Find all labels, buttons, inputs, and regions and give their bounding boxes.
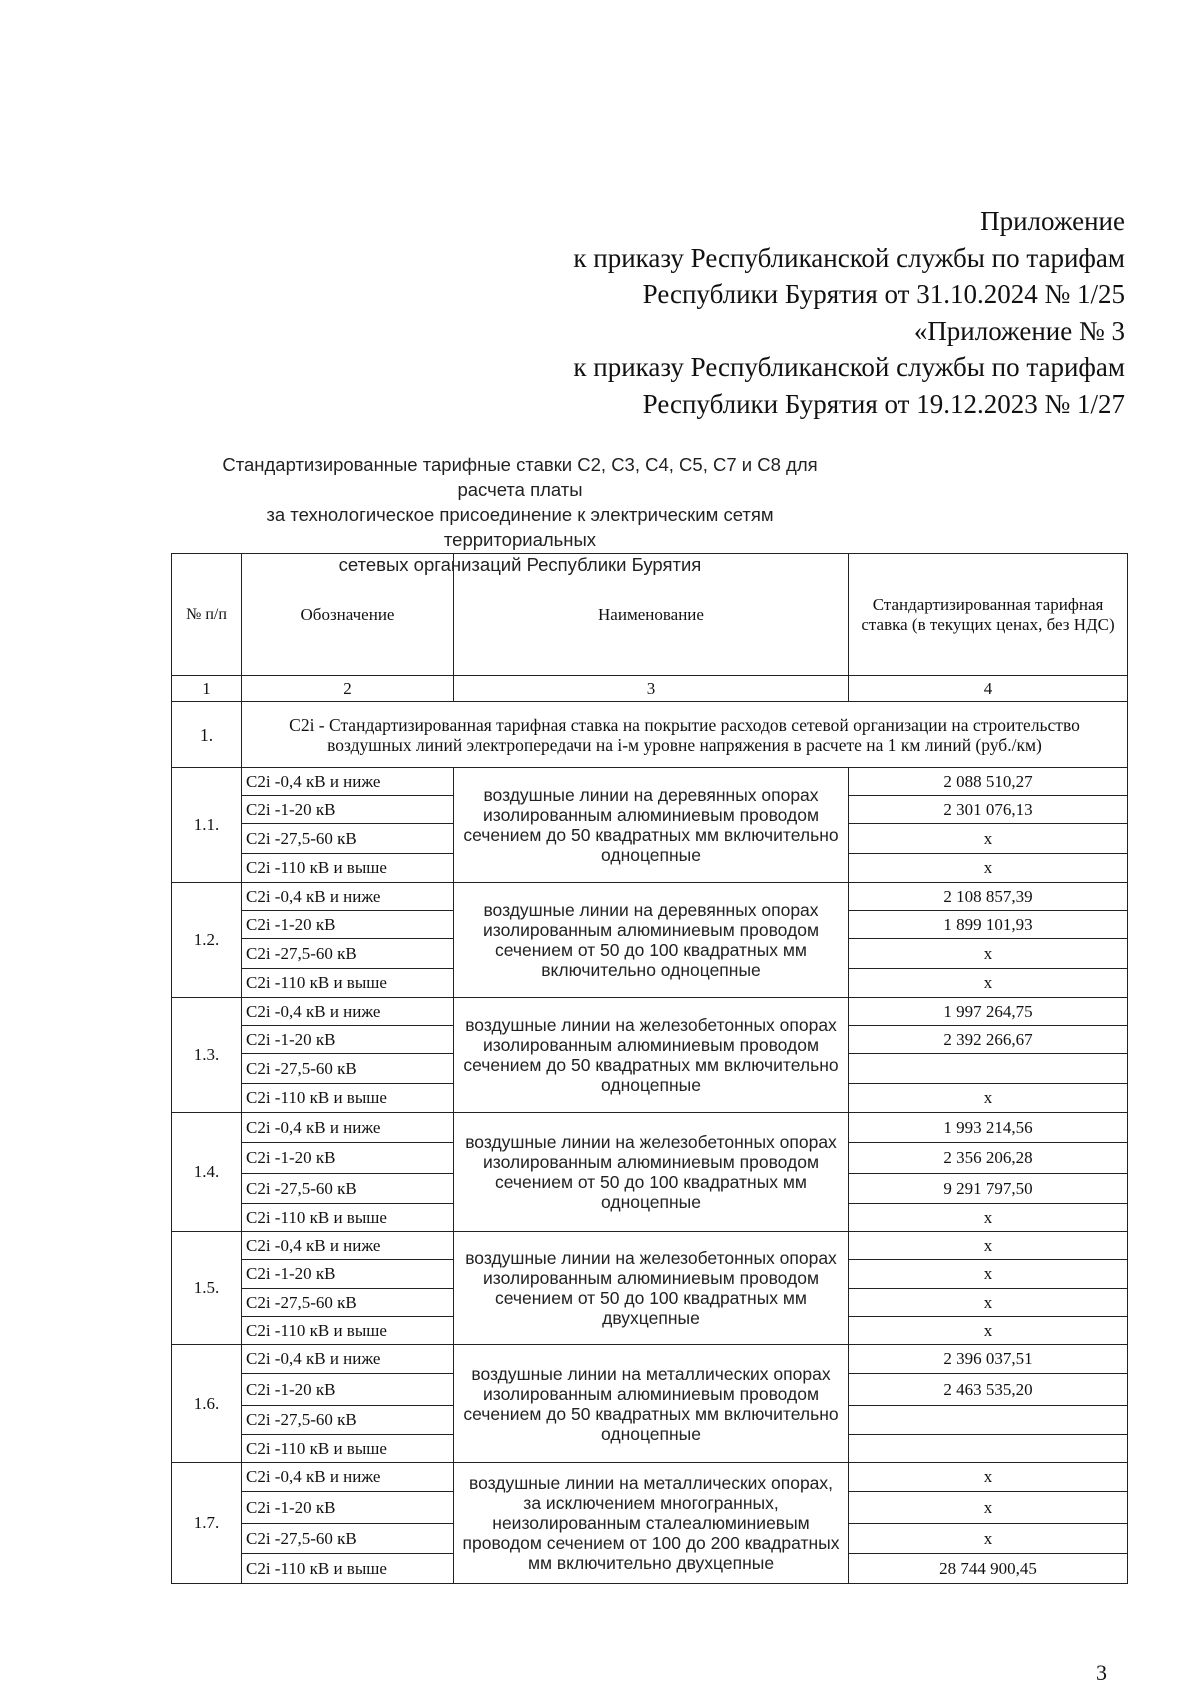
rate-value-cell: x <box>849 1524 1128 1554</box>
row-number: 1.2. <box>172 883 242 998</box>
rate-value-cell: x <box>849 854 1128 883</box>
designation-cell: С2i -110 кВ и выше <box>242 969 454 998</box>
rate-value-cell: 2 396 037,51 <box>849 1345 1128 1374</box>
header-line: к приказу Республиканской службы по тарифам <box>573 242 1125 273</box>
rate-value-cell <box>849 1054 1128 1084</box>
row-number: 1.6. <box>172 1345 242 1463</box>
designation-cell: С2i -27,5-60 кВ <box>242 939 454 969</box>
designation-cell: С2i -0,4 кВ и ниже <box>242 1463 454 1492</box>
designation-cell: С2i -110 кВ и выше <box>242 1317 454 1345</box>
description-cell: воздушные линии на железобетонных опорах изолированным алюминиевым проводом сечением до 50 квадратных мм включительно одноцепные <box>454 998 849 1113</box>
header-line: Приложение <box>980 206 1125 236</box>
designation-cell: С2i -110 кВ и выше <box>242 1204 454 1232</box>
designation-cell: С2i -110 кВ и выше <box>242 854 454 883</box>
header-line: «Приложение № 3 <box>913 315 1125 346</box>
section-row <box>172 702 1128 768</box>
rate-value-cell: 2 108 857,39 <box>849 883 1128 911</box>
header-line: Республики Бурятия от 19.12.2023 № 1/27 <box>642 388 1125 419</box>
title-line: сетевых организаций Республики Бурятия <box>338 554 702 575</box>
title-line: Стандартизированные тарифные ставки С2, С3, С4, С5, С7 и С8 для расчета платы <box>222 454 818 500</box>
column-header-rate: Стандартизированная тарифная ставка (в текущих ценах, без НДС) <box>849 554 1128 676</box>
description-cell: воздушные линии на металлических опорах изолированным алюминиевым проводом сечением до 50 квадратных мм включительно одноцепные <box>454 1345 849 1463</box>
description-cell: воздушные линии на железобетонных опорах изолированным алюминиевым проводом сечением от 50 до 100 квадратных мм двухцепные <box>454 1232 849 1345</box>
rate-value-cell: x <box>849 1260 1128 1289</box>
section-number: 1. <box>172 702 242 768</box>
designation-cell: С2i -27,5-60 кВ <box>242 824 454 854</box>
designation-cell: С2i -1-20 кВ <box>242 1374 454 1406</box>
column-number: 2 <box>242 676 454 702</box>
column-header-designation: Обозначение <box>242 554 454 676</box>
row-number: 1.3. <box>172 998 242 1113</box>
row-number: 1.4. <box>172 1113 242 1232</box>
rate-value-cell <box>849 1406 1128 1435</box>
row-number: 1.1. <box>172 768 242 883</box>
designation-cell: С2i -110 кВ и выше <box>242 1554 454 1584</box>
table-row <box>172 1232 1128 1260</box>
rate-value-cell: x <box>849 969 1128 998</box>
header-line: Республики Бурятия от 31.10.2024 № 1/25 <box>642 279 1125 309</box>
column-header-name: Наименование <box>454 554 849 676</box>
rate-value-cell: 2 301 076,13 <box>849 796 1128 824</box>
column-number: 4 <box>849 676 1128 702</box>
designation-cell: С2i -27,5-60 кВ <box>242 1524 454 1554</box>
rate-value-cell: 1 993 214,56 <box>849 1113 1128 1143</box>
designation-cell: С2i -1-20 кВ <box>242 911 454 939</box>
designation-cell: С2i -110 кВ и выше <box>242 1084 454 1113</box>
column-number: 1 <box>172 676 242 702</box>
designation-cell: С2i -0,4 кВ и ниже <box>242 883 454 911</box>
table-row <box>172 883 1128 911</box>
designation-cell: С2i -0,4 кВ и ниже <box>242 1113 454 1143</box>
description-cell: воздушные линии на металлических опорах, за исключением многогранных, неизолированным сталеалюминиевым проводом сечением от 100 до 200 квадратных мм включительно двухцепные <box>454 1463 849 1584</box>
header-line: к приказу Республиканской службы по тарифам <box>573 352 1125 382</box>
description-cell: воздушные линии на железобетонных опорах изолированным алюминиевым проводом сечением от 50 до 100 квадратных мм одноцепные <box>454 1113 849 1232</box>
header-row <box>172 554 1128 676</box>
rate-value-cell: 9 291 797,50 <box>849 1174 1128 1204</box>
rate-value-cell: 2 356 206,28 <box>849 1143 1128 1174</box>
designation-cell: С2i -1-20 кВ <box>242 1026 454 1054</box>
designation-cell: С2i -0,4 кВ и ниже <box>242 998 454 1026</box>
table-row <box>172 1463 1128 1492</box>
appendix-header <box>573 203 1125 422</box>
designation-cell: С2i -1-20 кВ <box>242 796 454 824</box>
rate-value-cell: 2 088 510,27 <box>849 768 1128 796</box>
rate-value-cell: 2 463 535,20 <box>849 1374 1128 1406</box>
column-number-row <box>172 676 1128 702</box>
description-cell: воздушные линии на деревянных опорах изолированным алюминиевым проводом сечением до 50 квадратных мм включительно одноцепные <box>454 768 849 883</box>
designation-cell: С2i -110 кВ и выше <box>242 1435 454 1463</box>
rate-value-cell <box>849 1435 1128 1463</box>
column-header-number: № п/п <box>172 554 242 676</box>
designation-cell: С2i -0,4 кВ и ниже <box>242 1232 454 1260</box>
rate-value-cell: 2 392 266,67 <box>849 1026 1128 1054</box>
designation-cell: С2i -1-20 кВ <box>242 1143 454 1174</box>
rate-value-cell: x <box>849 939 1128 969</box>
title-line: за технологическое присоединение к электрическим сетям территориальных <box>266 504 774 550</box>
section-title: С2i - Стандартизированная тарифная ставка на покрытие расходов сетевой организации на строительство воздушных линий электропередачи на i-м уровне напряжения в расчете на 1 км линий (руб./км) <box>242 702 1128 768</box>
description-cell: воздушные линии на деревянных опорах изолированным алюминиевым проводом сечением от 50 до 100 квадратных мм включительно одноцепные <box>454 883 849 998</box>
rate-value-cell: x <box>849 1289 1128 1317</box>
rate-value-cell: x <box>849 1317 1128 1345</box>
rate-value-cell: x <box>849 1463 1128 1492</box>
designation-cell: С2i -27,5-60 кВ <box>242 1174 454 1204</box>
row-number: 1.5. <box>172 1232 242 1345</box>
designation-cell: С2i -1-20 кВ <box>242 1492 454 1524</box>
rate-value-cell: x <box>849 1232 1128 1260</box>
designation-cell: С2i -0,4 кВ и ниже <box>242 768 454 796</box>
table-row <box>172 768 1128 796</box>
designation-cell: С2i -27,5-60 кВ <box>242 1406 454 1435</box>
rate-value-cell: 1 997 264,75 <box>849 998 1128 1026</box>
rate-value-cell: x <box>849 824 1128 854</box>
rate-value-cell: x <box>849 1084 1128 1113</box>
designation-cell: С2i -27,5-60 кВ <box>242 1054 454 1084</box>
table-row <box>172 1345 1128 1374</box>
rate-value-cell: 1 899 101,93 <box>849 911 1128 939</box>
row-number: 1.7. <box>172 1463 242 1584</box>
table-row <box>172 1113 1128 1143</box>
designation-cell: С2i -27,5-60 кВ <box>242 1289 454 1317</box>
designation-cell: С2i -1-20 кВ <box>242 1260 454 1289</box>
page-number: 3 <box>1096 1660 1107 1685</box>
table-row <box>172 998 1128 1026</box>
tariff-table <box>171 553 1128 1584</box>
designation-cell: С2i -0,4 кВ и ниже <box>242 1345 454 1374</box>
rate-value-cell: x <box>849 1492 1128 1524</box>
rate-value-cell: x <box>849 1204 1128 1232</box>
column-number: 3 <box>454 676 849 702</box>
rate-value-cell: 28 744 900,45 <box>849 1554 1128 1584</box>
